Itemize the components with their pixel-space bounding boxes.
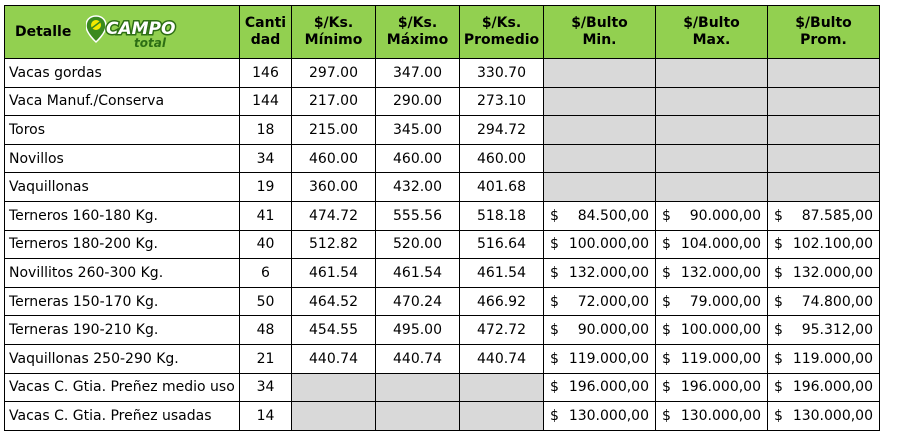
cell-ks-prom: 440.74 [460, 344, 544, 373]
cell-ks-min: 460.00 [292, 144, 376, 173]
cell-bulto-min [544, 316, 656, 345]
money-value: 90.000,00 [689, 207, 761, 224]
cell-bulto-min [544, 59, 656, 88]
cell-cantidad: 146 [240, 59, 292, 88]
table-body [5, 59, 880, 431]
cell-ks-max: 432.00 [376, 173, 460, 202]
cell-ks-prom [460, 373, 544, 402]
cell-cantidad: 34 [240, 373, 292, 402]
header-detalle-label: Detalle [15, 24, 72, 40]
svg-text:total: total [134, 36, 167, 50]
cell-detalle: Vacas gordas [5, 59, 240, 88]
cell-ks-max: 347.00 [376, 59, 460, 88]
cell-cantidad: 34 [240, 144, 292, 173]
cell-detalle: Novillos [5, 144, 240, 173]
cell-bulto-min [544, 144, 656, 173]
currency-symbol: $ [662, 407, 671, 424]
cell-bulto-max [656, 59, 768, 88]
money-value: 130.000,00 [680, 407, 761, 424]
currency-symbol: $ [662, 207, 671, 224]
cell-ks-min: 464.52 [292, 287, 376, 316]
money-value: 196.000,00 [568, 379, 649, 396]
header-ks-prom [460, 6, 544, 59]
campo-total-logo-graphic [86, 12, 196, 52]
cell-ks-prom: 401.68 [460, 173, 544, 202]
money-value: 102.100,00 [792, 236, 873, 253]
price-table-container [4, 5, 880, 431]
cell-bulto-prom [768, 230, 880, 259]
header-ks-prom-line2: Promedio [463, 32, 540, 48]
cell-ks-max: 495.00 [376, 316, 460, 345]
cell-detalle: Terneros 160-180 Kg. [5, 201, 240, 230]
table-row [5, 344, 880, 373]
currency-symbol: $ [662, 322, 671, 339]
header-bulto-max-line2: Max. [692, 32, 731, 48]
cell-bulto-prom [768, 402, 880, 431]
header-ks-min [292, 6, 376, 59]
cell-detalle: Terneras 190-210 Kg. [5, 316, 240, 345]
header-row [5, 6, 880, 59]
cell-bulto-max [656, 201, 768, 230]
cell-ks-max: 555.56 [376, 201, 460, 230]
cell-ks-max: 460.00 [376, 144, 460, 173]
table-row [5, 87, 880, 116]
cell-bulto-max [656, 116, 768, 145]
currency-symbol: $ [550, 350, 559, 367]
header-detalle [5, 6, 240, 59]
currency-symbol: $ [550, 407, 559, 424]
currency-symbol: $ [550, 322, 559, 339]
money-value: 84.500,00 [577, 207, 649, 224]
cell-bulto-min [544, 201, 656, 230]
cell-ks-min: 512.82 [292, 230, 376, 259]
cell-ks-prom: 460.00 [460, 144, 544, 173]
cell-bulto-max [656, 344, 768, 373]
cell-ks-min: 461.54 [292, 259, 376, 288]
currency-symbol: $ [662, 293, 671, 310]
price-table [4, 5, 880, 431]
cell-ks-min: 217.00 [292, 87, 376, 116]
cell-bulto-prom [768, 201, 880, 230]
cell-cantidad: 19 [240, 173, 292, 202]
cell-bulto-min [544, 230, 656, 259]
cell-ks-max: 345.00 [376, 116, 460, 145]
table-row [5, 287, 880, 316]
cell-detalle: Toros [5, 116, 240, 145]
money-value: 74.800,00 [801, 293, 873, 310]
currency-symbol: $ [550, 236, 559, 253]
currency-symbol: $ [662, 350, 671, 367]
money-value: 90.000,00 [577, 322, 649, 339]
money-value: 104.000,00 [680, 236, 761, 253]
cell-bulto-max [656, 287, 768, 316]
money-value: 132.000,00 [680, 264, 761, 281]
cell-bulto-prom [768, 144, 880, 173]
cell-detalle: Novillitos 260-300 Kg. [5, 259, 240, 288]
currency-symbol: $ [774, 407, 783, 424]
currency-symbol: $ [774, 293, 783, 310]
cell-ks-prom: 516.64 [460, 230, 544, 259]
cell-bulto-prom [768, 287, 880, 316]
cell-bulto-min [544, 373, 656, 402]
cell-ks-min: 215.00 [292, 116, 376, 145]
currency-symbol: $ [774, 207, 783, 224]
currency-symbol: $ [774, 322, 783, 339]
cell-ks-prom: 472.72 [460, 316, 544, 345]
cell-ks-max: 470.24 [376, 287, 460, 316]
cell-ks-prom [460, 402, 544, 431]
cell-detalle: Vacas C. Gtia. Preñez usadas [5, 402, 240, 431]
cell-detalle: Terneras 150-170 Kg. [5, 287, 240, 316]
currency-symbol: $ [662, 264, 671, 281]
cell-cantidad: 6 [240, 259, 292, 288]
cell-bulto-min [544, 87, 656, 116]
cell-ks-prom: 294.72 [460, 116, 544, 145]
cell-detalle: Vaca Manuf./Conserva [5, 87, 240, 116]
cell-ks-max: 290.00 [376, 87, 460, 116]
cell-ks-prom: 461.54 [460, 259, 544, 288]
money-value: 95.312,00 [801, 322, 873, 339]
currency-symbol: $ [774, 264, 783, 281]
table-row [5, 59, 880, 88]
cell-ks-max [376, 402, 460, 431]
currency-symbol: $ [550, 379, 559, 396]
cell-bulto-max [656, 144, 768, 173]
header-ks-min-line2: Mínimo [304, 32, 363, 48]
cell-cantidad: 40 [240, 230, 292, 259]
cell-detalle: Vaquillonas [5, 173, 240, 202]
cell-cantidad: 48 [240, 316, 292, 345]
cell-detalle: Vaquillonas 250-290 Kg. [5, 344, 240, 373]
table-row [5, 144, 880, 173]
cell-cantidad: 41 [240, 201, 292, 230]
cell-cantidad: 18 [240, 116, 292, 145]
cell-bulto-max [656, 373, 768, 402]
cell-ks-prom: 330.70 [460, 59, 544, 88]
header-bulto-max [656, 6, 768, 59]
currency-symbol: $ [662, 236, 671, 253]
svg-text:CAMPO: CAMPO [106, 19, 176, 39]
cell-bulto-min [544, 402, 656, 431]
table-row [5, 173, 880, 202]
cell-ks-min: 454.55 [292, 316, 376, 345]
header-cantidad [240, 6, 292, 59]
cell-ks-min: 360.00 [292, 173, 376, 202]
cell-bulto-min [544, 173, 656, 202]
header-bulto-min [544, 6, 656, 59]
cell-ks-min: 474.72 [292, 201, 376, 230]
table-row [5, 373, 880, 402]
header-bulto-min-line1: $/Bulto [571, 15, 628, 31]
table-row [5, 259, 880, 288]
cell-ks-min [292, 402, 376, 431]
cell-cantidad: 14 [240, 402, 292, 431]
cell-bulto-min [544, 287, 656, 316]
currency-symbol: $ [550, 264, 559, 281]
cell-bulto-min [544, 344, 656, 373]
cell-bulto-max [656, 316, 768, 345]
currency-symbol: $ [774, 350, 783, 367]
header-bulto-max-line1: $/Bulto [683, 15, 740, 31]
table-row [5, 402, 880, 431]
currency-symbol: $ [774, 236, 783, 253]
campo-total-logo [86, 12, 196, 52]
cell-bulto-max [656, 173, 768, 202]
currency-symbol: $ [662, 379, 671, 396]
cell-ks-prom: 466.92 [460, 287, 544, 316]
cell-bulto-max [656, 402, 768, 431]
cell-ks-min: 297.00 [292, 59, 376, 88]
header-cantidad-line1: Canti [244, 15, 287, 31]
cell-bulto-max [656, 230, 768, 259]
money-value: 119.000,00 [680, 350, 761, 367]
cell-ks-prom: 518.18 [460, 201, 544, 230]
cell-ks-max: 520.00 [376, 230, 460, 259]
cell-bulto-prom [768, 259, 880, 288]
table-row [5, 230, 880, 259]
cell-bulto-prom [768, 59, 880, 88]
money-value: 130.000,00 [792, 407, 873, 424]
table-row [5, 316, 880, 345]
money-value: 196.000,00 [792, 379, 873, 396]
money-value: 119.000,00 [792, 350, 873, 367]
cell-detalle: Terneros 180-200 Kg. [5, 230, 240, 259]
currency-symbol: $ [550, 207, 559, 224]
table-row [5, 201, 880, 230]
money-value: 132.000,00 [792, 264, 873, 281]
cell-bulto-max [656, 259, 768, 288]
header-bulto-prom-line2: Prom. [800, 32, 847, 48]
cell-ks-min: 440.74 [292, 344, 376, 373]
money-value: 72.000,00 [577, 293, 649, 310]
header-ks-min-line1: $/Ks. [313, 15, 354, 31]
header-ks-prom-line1: $/Ks. [481, 15, 522, 31]
cell-bulto-min [544, 259, 656, 288]
cell-ks-min [292, 373, 376, 402]
header-ks-max-line2: Máximo [386, 32, 449, 48]
money-value: 119.000,00 [568, 350, 649, 367]
cell-bulto-min [544, 116, 656, 145]
money-value: 100.000,00 [680, 322, 761, 339]
header-bulto-min-line2: Min. [582, 32, 617, 48]
money-value: 79.000,00 [689, 293, 761, 310]
currency-symbol: $ [774, 379, 783, 396]
cell-bulto-prom [768, 87, 880, 116]
header-ks-max [376, 6, 460, 59]
money-value: 100.000,00 [568, 236, 649, 253]
money-value: 132.000,00 [568, 264, 649, 281]
table-row [5, 116, 880, 145]
cell-bulto-prom [768, 116, 880, 145]
money-value: 87.585,00 [801, 207, 873, 224]
cell-cantidad: 21 [240, 344, 292, 373]
header-bulto-prom-line1: $/Bulto [795, 15, 852, 31]
cell-bulto-prom [768, 173, 880, 202]
cell-cantidad: 50 [240, 287, 292, 316]
cell-bulto-prom [768, 316, 880, 345]
money-value: 196.000,00 [680, 379, 761, 396]
cell-bulto-max [656, 87, 768, 116]
cell-ks-max: 461.54 [376, 259, 460, 288]
cell-ks-max [376, 373, 460, 402]
header-bulto-prom [768, 6, 880, 59]
header-cantidad-line2: dad [250, 32, 281, 48]
cell-cantidad: 144 [240, 87, 292, 116]
cell-detalle: Vacas C. Gtia. Preñez medio uso [5, 373, 240, 402]
cell-bulto-prom [768, 373, 880, 402]
header-ks-max-line1: $/Ks. [397, 15, 438, 31]
cell-bulto-prom [768, 344, 880, 373]
cell-ks-max: 440.74 [376, 344, 460, 373]
cell-ks-prom: 273.10 [460, 87, 544, 116]
money-value: 130.000,00 [568, 407, 649, 424]
currency-symbol: $ [550, 293, 559, 310]
